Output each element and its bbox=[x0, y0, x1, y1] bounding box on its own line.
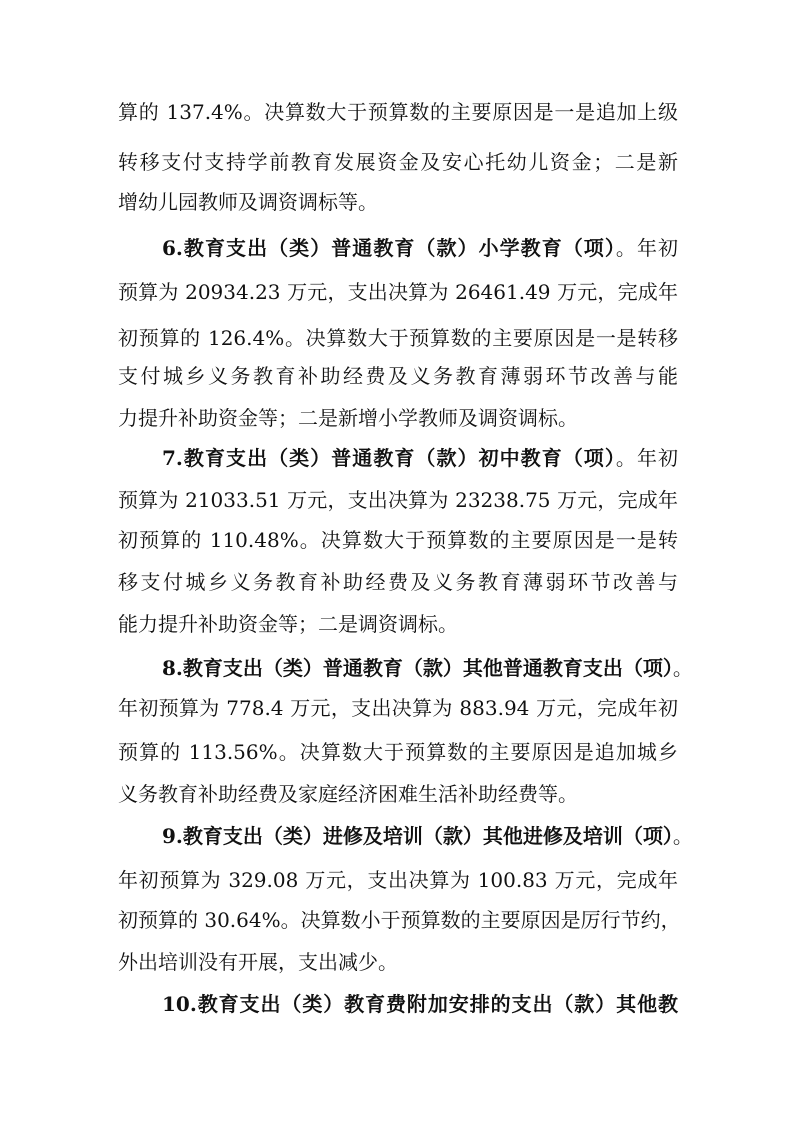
text-line: 预算为 20934.23 万元，支出决算为 26461.49 万元，完成年 bbox=[118, 280, 678, 304]
text-line: 外出培训没有开展，支出减少。 bbox=[118, 950, 398, 974]
text-line: 增幼儿园教师及调资调标等。 bbox=[118, 190, 378, 214]
section-heading-9 bbox=[162, 822, 693, 850]
heading-text: 7.教育支出（类）普通教育（款）初中教育（项） bbox=[162, 446, 616, 470]
text-line: 支付城乡义务教育补助经费及义务教育薄弱环节改善与能 bbox=[118, 364, 678, 388]
text-line: 初预算的 30.64%。决算数小于预算数的主要原因是厉行节约， bbox=[118, 908, 681, 932]
heading-tail: 。 bbox=[672, 824, 693, 848]
heading-text: 9.教育支出（类）进修及培训（款）其他进修及培训（项） bbox=[162, 824, 673, 848]
text-line: 义务教育补助经费及家庭经济困难生活补助经费等。 bbox=[118, 782, 578, 806]
heading-tail: 。 bbox=[672, 656, 693, 680]
heading-tail: 。年初 bbox=[615, 236, 678, 260]
section-heading-7 bbox=[162, 444, 678, 472]
text-line: 初预算的 126.4%。决算数大于预算数的主要原因是一是转移 bbox=[118, 326, 678, 350]
heading-text: 6.教育支出（类）普通教育（款）小学教育（项） bbox=[162, 236, 616, 260]
text-line: 转移支付支持学前教育发展资金及安心托幼儿资金；二是新 bbox=[118, 150, 678, 174]
section-heading-6 bbox=[162, 234, 678, 262]
section-heading-8 bbox=[162, 654, 693, 682]
section-heading-10: 10.教育支出（类）教育费附加安排的支出（款）其他教 bbox=[162, 992, 678, 1016]
text-line: 能力提升补助资金等；二是调资调标。 bbox=[118, 612, 458, 636]
text-line: 年初预算为 329.08 万元，支出决算为 100.83 万元，完成年 bbox=[118, 868, 678, 892]
text-line: 初预算的 110.48%。决算数大于预算数的主要原因是一是转 bbox=[118, 528, 678, 552]
heading-text: 8.教育支出（类）普通教育（款）其他普通教育支出（项） bbox=[162, 656, 673, 680]
text-line: 力提升补助资金等；二是新增小学教师及调资调标。 bbox=[118, 406, 578, 430]
text-line: 年初预算为 778.4 万元，支出决算为 883.94 万元，完成年初 bbox=[118, 696, 678, 720]
text-line: 移支付城乡义务教育补助经费及义务教育薄弱环节改善与 bbox=[118, 570, 678, 594]
text-line: 预算为 21033.51 万元，支出决算为 23238.75 万元，完成年 bbox=[118, 488, 678, 512]
heading-tail: 。年初 bbox=[615, 446, 678, 470]
text-line: 算的 137.4%。决算数大于预算数的主要原因是一是追加上级 bbox=[118, 100, 678, 124]
text-line: 预算的 113.56%。决算数大于预算数的主要原因是追加城乡 bbox=[118, 740, 678, 764]
